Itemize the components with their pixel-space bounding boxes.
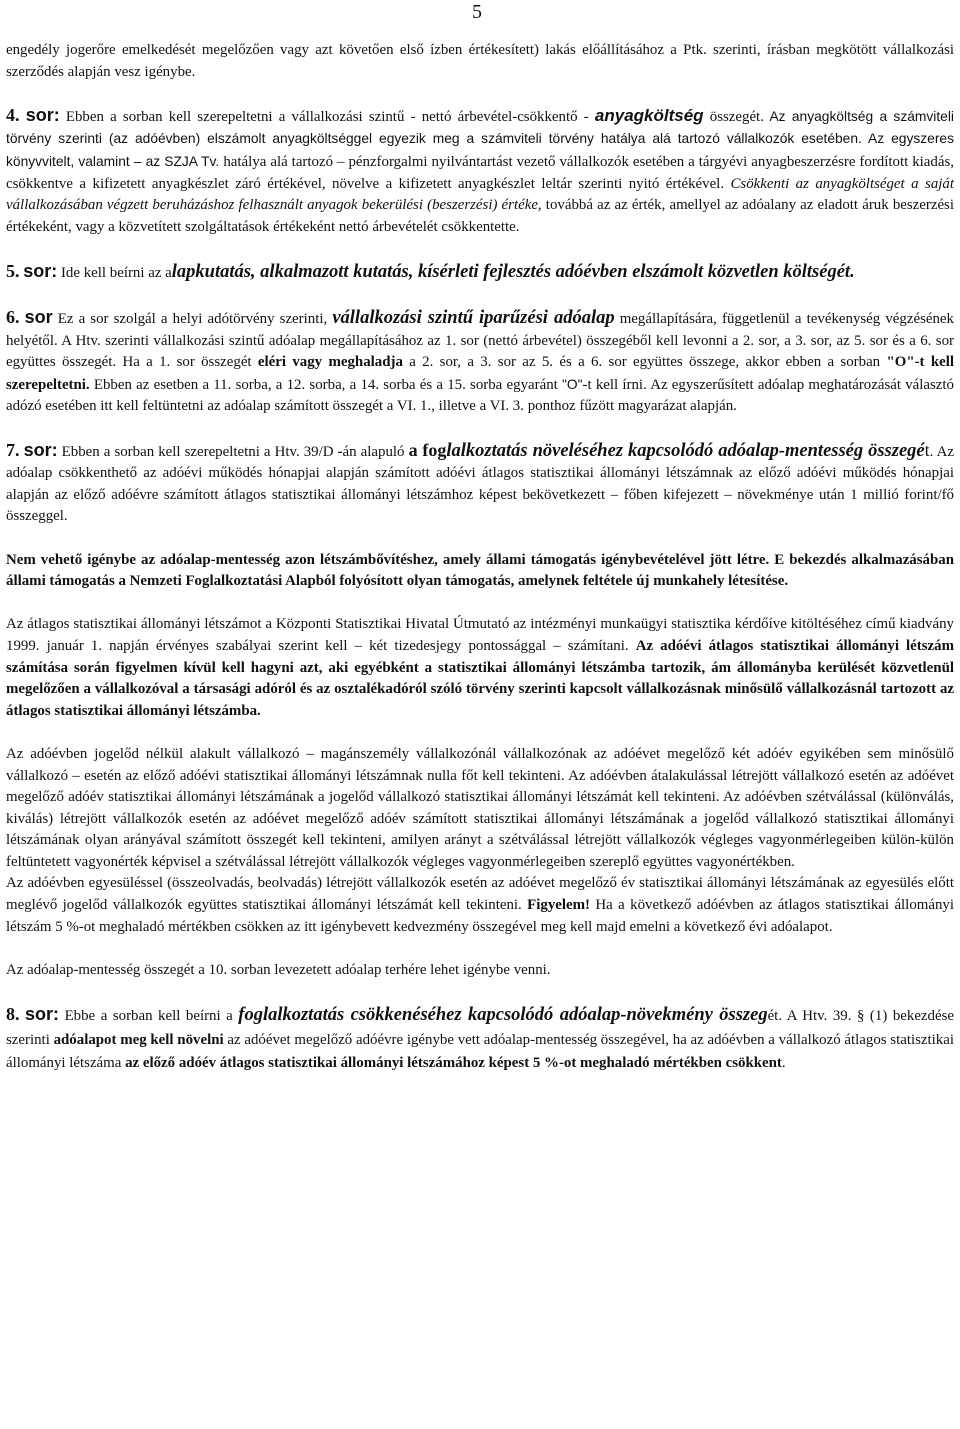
bold-text: "O"-t kell szerepeltetni. [6,354,954,393]
text: Ha a következő adóévben az átlagos statisztikai állományi létszám 5 %-ot meghaladó mértékben csökken az itt igénybevett kedvezmény összegével meg kell majd emelni a következő évi adóalapot. [6,897,954,935]
page-number: 5 [472,1,482,23]
section-label: sor: [25,104,60,125]
bold-text: Figyelem! [527,897,591,914]
text: a 2. sor, a 3. sor az 5. és a 6. sor együttes összege, akkor ebben a sorban [402,354,887,371]
text: Ebben az esetben a 11. sorba, a 12. sorba, a 14. sorba és a 15. sorba egyaránt [89,376,562,393]
paragraph-nem-veheto [6,550,954,593]
text: Az adóalap-mentesség összegét a 10. sorban levezetett adóalap terhére lehet igénybe venni. [6,961,551,978]
bold-text: adóalapot meg kell növelni [53,1031,224,1048]
text: -t kell írni. Az egyszerűsített adóalap meghatározását választó adózó esetében itt kell feltüntetni az adóalap számított összegét a VI. 1., illetve a VI. 3. ponthoz fűzött magyarázat alapján. [6,376,954,415]
italic-text: Csökkenti az anyagköltséget a saját vállalkozásában végzett beruházáshoz felhasznált anyagok bekerülési (beszerzési) értéke, [6,175,954,214]
bold-text: a fog [408,439,447,460]
text: engedély jogerőre emelkedését megelőzően vagy azt követően első ízben értékesített) lakás előállításához a Ptk. szerinti, írásban megkötött vállalkozási szerződés alapján vesz igénybe. [6,42,954,80]
paragraph-atlagos-letszam [6,614,954,722]
section-4 [6,105,954,239]
text: . A Htv. 39. § (1) bekezdése szerinti [6,1008,954,1048]
section-number: 5. [6,260,20,281]
text: Az átlagos statisztikai állományi létszámot a Központi Statisztikai Hivatal Útmutató az intézményi munkaügyi statisztika kérdőíve kitöltéséhez című kiadvány 1999. január 1. napján érvényes szabályai szerint kell – két tizedesjegy pontossággal – számítani. [6,616,954,654]
section-number: 7. [6,439,20,460]
text: "O" [562,376,583,392]
term: anyagköltség [594,105,704,125]
paragraph-jogelod [6,744,954,874]
text: hatálya alá tartozó – pénzforgalmi nyilvántartást vezető vállalkozók esetében a tárgyévi anyagbeszerzésre fordított kiadás, csökkentve a kifizetett anyagkészlet záró értékével, növelve a kifizetett anyagkészlet leltár szerinti nyitó értékével. [6,153,954,192]
text: az adóévet megelőző adóévre igénybe vett adóalap-mentesség összegével, ha az adóévben a vállalkozó átlagos statisztikai állományi létszáma [6,1031,954,1072]
section-6 [6,307,954,418]
text: ét [767,1008,779,1025]
term: lalkoztatás növeléséhez kapcsolódó adóalap-mentesség összegé [446,440,925,461]
bold-text: az előző adóév átlagos statisztikai állományi létszámához képest 5 %-ot meghaladó mértékben csökkent [125,1055,782,1072]
text: án alapuló [342,443,409,460]
text: . [781,1055,786,1072]
term: lapkutatás, alkalmazott kutatás, kísérleti fejlesztés adóévben elszámolt közvetlen költségét. [171,261,855,282]
text: megállapítására, függetlenül a tevékenység végzésének helyétől. A Htv. szerinti vállalkozási szintű adóalap megállapításához az 1. sor (nettó árbevétel) összegéből kell levonni a 2. sor, a 3. sor, az 5. sor és a 6. sor együttes összegét. Ha a 1. sor összegét [6,311,954,371]
text: összegét. [703,108,764,125]
text: továbbá az az érték, amellyel az adóalany az eladott áruk beszerzési értékeként, vagy a közvetített szolgáltatások értékeként nettó árbevételét csökkentette. [6,197,954,235]
text: Ide kell beírni az a [57,264,172,281]
term: vállalkozási szintű iparűzési adóalap [332,308,615,329]
bold-text: Nem vehető igénybe az adóalap-mentesség azon létszámbővítéshez, amely állami támogatás igénybevételével jött létre. E bekezdés alkalmazásában állami támogatás a Nemzeti Foglalkoztatási Alapból folyósított olyan támogatás, amelynek feltétele új munkahely létesítése. [6,551,954,590]
section-number: 6. [6,307,20,328]
bold-text: Az adóévi átlagos statisztikai állományi létszám számítása során figyelmen kívül kell hagyni azt, aki egyébként a statisztikai állományi létszámba tartozik, ám állományba kerülését közvetlenül megelőzően a vállalkozóval a társasági adóról és az osztalékadóról szóló törvény szerinti kapcsolt vállalkozásnak minősülő vállalkozásnál tartozott az átlagos statisztikai állományi létszámba. [6,637,954,719]
section-number: 4. [6,104,20,125]
paragraph-adoalap-mentesseg [6,960,954,982]
text: Ebben a sorban kell szerepeltetni a Htv. 39/D [57,443,338,460]
bold-text: - [337,443,343,460]
paragraph-egyesules [6,873,954,938]
section-label: sor [24,307,53,328]
text: Ez a sor szolgál a helyi adótörvény szerinti, [52,311,333,328]
bold-text: eléri vagy meghaladja [257,354,403,371]
text: Ebben a sorban kell szerepeltetni a vállalkozási szintű - nettó árbevétel-csökkentő - [59,108,595,125]
document-body [6,40,954,1076]
section-8 [6,1003,954,1076]
section-number: 8. [6,1004,20,1025]
text: t [924,439,930,460]
text: Az adóévben jogelőd nélkül alakult vállalkozó – magánszemély vállalkozónál vállalkozónak az adóévet megelőző két adóév egyikében sem minősülő vállalkozó – esetén az előző adóévi statisztikai állományi létszámnak nulla főt kell tekinteni. Az adóévben átalakulással létrejött vállalkozó esetén az adóévet megelőző adóév statisztikai állományi létszámának a jogelőd vállalkozó statisztikai állományi létszámát kell tekinteni. Az adóévben szétválással (különválás, kiválás) létrejött vállalkozók esetén az adóévet megelőző adóév számított statisztikai állományi létszámának a jogelőd vállalkozó statisztikai állományi létszámának olyan arányával számított összegét kell tekinteni, amilyen arányt a szétválással létrejött vállalkozók végleges vagyonmérlegeiben külön-külön feltüntetett vagyonérték képvisel a szétválással létrejött vállalkozók végleges vagyonmérlegeiben szereplő együttes vagyonértékben. [6,745,954,870]
section-7 [6,440,954,528]
paragraph-intro [6,40,954,83]
section-5 [6,260,954,286]
text: . Az adóalap csökkenthető az adóévi működés hónapjai alapján számított adóévi átlagos statisztikai állományi létszámnak az előző adóévi működés hónapjai alapján az előző adóévre számított átlagos statisztikai állományi létszámhoz képest bekövetkezett – főben kifejezett – növekménye után 1 millió forint/fő összeggel. [6,443,954,525]
text: Ebbe a sorban kell beírni a [59,1008,239,1025]
section-label: sor: [23,439,58,460]
text: Az anyagköltség a számviteli törvény szerinti (az adóévben) elszámolt anyagköltséggel egyezik meg a számviteli törvény hatálya alá tartozó vállalkozók esetében. Az egyszeres könyvvitelt, valamint – az SZJA Tv. [6,108,954,169]
section-label: sor: [23,260,58,281]
term: foglalkoztatás csökkenéséhez kapcsolódó adóalap-növekmény összeg [238,1005,768,1026]
text: Az adóévben egyesüléssel (összeolvadás, beolvadás) létrejött vállalkozók esetén az adóévet megelőző év statisztikai állományi létszámának az egyesülés előtt meglévő jogelőd vállalkozók együttes statisztikai állományi létszámát kell tekinteni. [6,875,954,914]
section-label: sor: [25,1004,60,1025]
